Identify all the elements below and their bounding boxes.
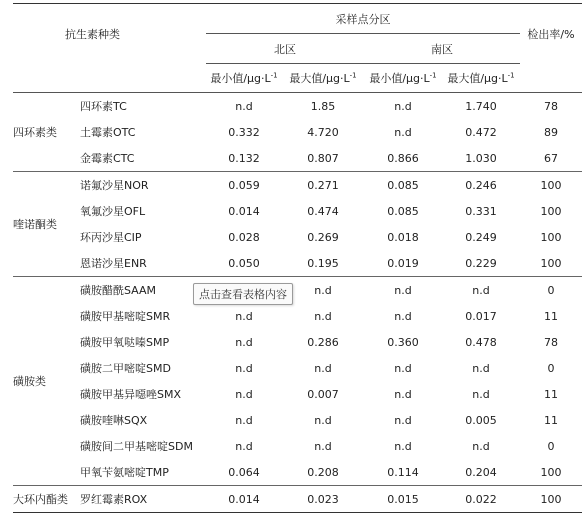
north-min-cell: n.d <box>235 335 253 349</box>
group-name-cell: 磺胺类 <box>13 375 46 388</box>
table-row <box>13 355 582 381</box>
north-max-cell: n.d <box>314 309 332 323</box>
drug-name-cell: 诺氟沙星NOR <box>80 179 149 192</box>
table-row <box>13 198 582 224</box>
drug-name-cell: 恩诺沙星ENR <box>80 257 147 270</box>
drug-name-cell: 磺胺二甲嘧啶SMD <box>80 362 171 375</box>
drug-name-cell: 罗红霉素ROX <box>80 493 148 506</box>
table-row <box>13 277 582 304</box>
detection-rate-cell: 89 <box>544 125 558 139</box>
south-min-cell: 0.019 <box>387 256 419 270</box>
south-max-cell: 1.740 <box>465 99 497 113</box>
detection-rate-cell: 0 <box>547 361 555 375</box>
south-max-cell: 0.472 <box>465 125 497 139</box>
table-row <box>13 224 582 250</box>
header-spacer <box>13 64 206 93</box>
south-max-cell: 0.005 <box>465 413 497 427</box>
south-max-cell: 0.017 <box>465 309 497 323</box>
north-min-cell: 0.050 <box>228 256 260 270</box>
south-max-cell: 0.331 <box>465 204 497 218</box>
south-min-header: 最小值$/\mu g\cdot L^{-1}$ <box>369 71 437 85</box>
south-min-cell: n.d <box>394 125 412 139</box>
north-max-cell: 0.286 <box>307 335 339 349</box>
antibiotic-table-container <box>13 3 582 513</box>
north-max-cell: 0.474 <box>307 204 339 218</box>
drug-name-cell: 金霉素CTC <box>80 152 135 165</box>
north-max-cell: 0.271 <box>307 178 339 192</box>
south-max-cell: 0.022 <box>465 492 497 506</box>
detection-rate-cell: 11 <box>544 387 558 401</box>
north-max-cell: 0.269 <box>307 230 339 244</box>
detection-rate-cell: 78 <box>544 99 558 113</box>
north-max-cell: 0.807 <box>307 151 339 165</box>
detection-rate-cell: 67 <box>544 151 558 165</box>
north-min-cell: n.d <box>235 99 253 113</box>
north-max-cell: 1.85 <box>310 99 336 113</box>
south-max-cell: 0.249 <box>465 230 497 244</box>
north-min-cell: 0.059 <box>228 178 260 192</box>
detection-rate-cell: 100 <box>540 178 562 192</box>
group-name-cell: 四环素类 <box>13 126 57 139</box>
north-max-cell: 0.208 <box>307 465 339 479</box>
south-min-cell: n.d <box>394 439 412 453</box>
north-min-cell: 0.014 <box>228 492 260 506</box>
south-min-cell: n.d <box>394 99 412 113</box>
south-min-cell: 0.018 <box>387 230 419 244</box>
south-max-cell: 0.246 <box>465 178 497 192</box>
table-row <box>13 459 582 486</box>
north-max-cell: n.d <box>314 439 332 453</box>
group-name-cell: 大环内酯类 <box>13 493 68 506</box>
drug-name-cell: 磺胺醋酰SAAM <box>80 284 157 297</box>
drug-name-cell: 环丙沙星CIP <box>80 231 142 244</box>
table-row <box>13 303 582 329</box>
north-min-cell: 0.132 <box>228 151 260 165</box>
north-min-cell: n.d <box>235 387 253 401</box>
north-region-header: 北区 <box>206 34 364 64</box>
table-row <box>13 145 582 172</box>
south-max-cell: n.d <box>472 387 490 401</box>
south-min-cell: n.d <box>394 413 412 427</box>
antibiotic-table <box>13 3 582 513</box>
north-min-cell: n.d <box>235 439 253 453</box>
north-min-header: 最小值$/\mu g\cdot L^{-1}$ <box>210 71 278 85</box>
detection-rate-cell: 0 <box>547 283 555 297</box>
north-min-cell: n.d <box>235 361 253 375</box>
table-body <box>13 93 582 513</box>
table-row <box>13 172 582 199</box>
north-min-cell: 0.332 <box>228 125 260 139</box>
north-max-header: 最大值$/\mu g\cdot L^{-1}$ <box>289 71 357 85</box>
south-max-cell: n.d <box>472 361 490 375</box>
south-min-cell: 0.085 <box>387 204 419 218</box>
south-min-cell: 0.360 <box>387 335 419 349</box>
north-max-cell: 0.007 <box>307 387 339 401</box>
table-row <box>13 486 582 513</box>
table-row <box>13 329 582 355</box>
north-max-cell: 0.195 <box>307 256 339 270</box>
south-min-cell: n.d <box>394 387 412 401</box>
detection-rate-cell: 0 <box>547 439 555 453</box>
detection-rate-cell: 78 <box>544 335 558 349</box>
detection-rate-header: 检出率/% <box>527 27 575 41</box>
north-max-cell: n.d <box>314 413 332 427</box>
drug-name-cell: 氧氟沙星OFL <box>80 205 146 218</box>
south-min-cell: 0.085 <box>387 178 419 192</box>
north-min-cell: n.d <box>235 309 253 323</box>
south-min-cell: 0.015 <box>387 492 419 506</box>
sampling-region-header: 采样点分区 <box>335 12 391 26</box>
table-row <box>13 381 582 407</box>
table-row <box>13 119 582 145</box>
antibiotic-type-header: 抗生素种类 <box>65 27 120 41</box>
drug-name-cell: 磺胺喹啉SQX <box>80 414 148 427</box>
table-row <box>13 250 582 277</box>
table-row <box>13 433 582 459</box>
south-min-cell: n.d <box>394 361 412 375</box>
drug-name-cell: 四环素TC <box>80 100 127 113</box>
north-min-cell: 0.064 <box>228 465 260 479</box>
header-spacer <box>520 64 582 93</box>
north-min-cell: n.d <box>235 413 253 427</box>
south-max-cell: n.d <box>472 283 490 297</box>
south-region-header: 南区 <box>364 34 520 64</box>
south-max-cell: 0.204 <box>465 465 497 479</box>
south-max-cell: 0.478 <box>465 335 497 349</box>
north-min-cell: 0.014 <box>228 204 260 218</box>
drug-name-cell: 磺胺甲氧哒嗪SMP <box>80 336 170 349</box>
south-min-cell: 0.866 <box>387 151 419 165</box>
group-name-cell: 喹诺酮类 <box>13 218 57 231</box>
south-min-cell: n.d <box>394 309 412 323</box>
north-max-cell: n.d <box>314 361 332 375</box>
detection-rate-cell: 100 <box>540 256 562 270</box>
detection-rate-cell: 100 <box>540 492 562 506</box>
south-min-cell: n.d <box>394 283 412 297</box>
south-max-cell: 1.030 <box>465 151 497 165</box>
detection-rate-cell: 11 <box>544 413 558 427</box>
north-max-cell: 0.023 <box>307 492 339 506</box>
detection-rate-cell: 11 <box>544 309 558 323</box>
drug-name-cell: 甲氧苄氨嘧啶TMP <box>80 466 169 479</box>
north-min-cell: 0.028 <box>228 230 260 244</box>
drug-name-cell: 磺胺甲基异噁唑SMX <box>80 388 182 401</box>
detection-rate-cell: 100 <box>540 204 562 218</box>
drug-name-cell: 土霉素OTC <box>80 126 136 139</box>
south-max-cell: n.d <box>472 439 490 453</box>
south-max-header: 最大值$/\mu g\cdot L^{-1}$ <box>447 71 515 85</box>
north-max-cell: n.d <box>314 283 332 297</box>
detection-rate-cell: 100 <box>540 465 562 479</box>
drug-name-cell: 磺胺甲基嘧啶SMR <box>80 310 171 323</box>
table-row <box>13 407 582 433</box>
table-row <box>13 93 582 120</box>
drug-name-cell: 磺胺间二甲基嘧啶SDM <box>80 440 193 453</box>
detection-rate-cell: 100 <box>540 230 562 244</box>
view-table-tooltip[interactable]: 点击查看表格内容 <box>193 283 293 305</box>
north-max-cell: 4.720 <box>307 125 339 139</box>
south-max-cell: 0.229 <box>465 256 497 270</box>
south-min-cell: 0.114 <box>387 465 419 479</box>
